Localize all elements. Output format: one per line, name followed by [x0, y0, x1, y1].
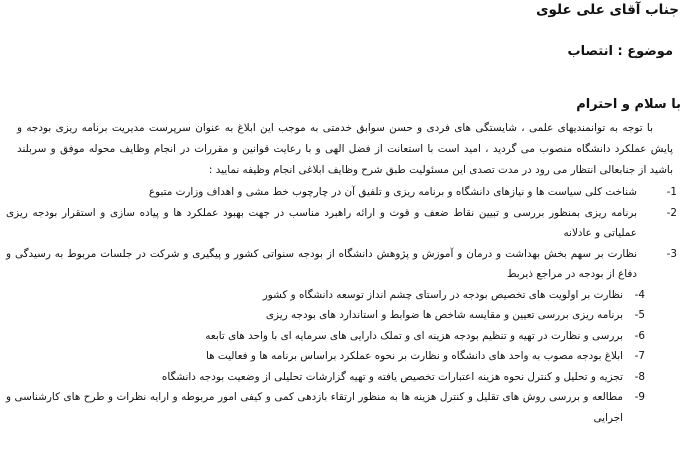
duty-text: ابلاغ بودجه مصوب به واحد های دانشگاه و نظارت بر نحوه عملکرد براساس برنامه ها و فعالیت ها [205, 350, 623, 362]
duty-number: -3 [666, 247, 677, 260]
duty-text: نظارت بر اولویت های تخصیص بودجه در راستای چشم انداز توسعه دانشگاه و کشور [262, 288, 623, 301]
duty-text: مطالعه و بررسی روش های تقلیل و کنترل هزینه ها به منظور ارتقاء بازدهی کمی و کیفی امور مربوطه و ارایه نظرات و طرح های کارشناسی و اجرایی [6, 391, 623, 424]
duty-text: تجزیه و تحلیل و کنترل نحوه هزینه اعتبارات تخصیص یافته و تهیه گزارشات تحلیلی از وضعیت بودجه دانشگاه [161, 370, 623, 383]
duty-item [0, 387, 683, 428]
duty-text: نظارت بر سهم بخش بهداشت و درمان و آموزش و پژوهش دانشگاه از بودجه سنواتی کشور و پیگیری و شرکت در جلسات مربوط به رسیدگی و دفاع از بودجه در مراجع ذیربط [6, 247, 637, 280]
recipient-line: جناب آقای علی علوی [536, 2, 679, 18]
duty-item [0, 182, 683, 203]
intro-paragraph: با توجه به توانمندیهای علمی ، شایستگی های فردی و حسن سوابق خدمتی به موجب این ابلاغ به عنوان سرپرست مدیریت برنامه ریزی بودجه و پایش عملکرد دانشگاه منصوب می گردید ، امید است با استعانت از فضل الهی و با رعایت قوانین و مقررات در انجام وظایف محوله موفق و سربلند باشید از جنابعالی انتظار می رود در مدت تصدی این مسئولیت طبق شرح وظایف ابلاغی انجام وظیفه نمایید : [17, 122, 673, 176]
duty-item [0, 203, 683, 244]
duty-item [0, 305, 683, 326]
duties-list [0, 182, 683, 428]
duty-number: -4 [634, 288, 645, 301]
duty-number: -9 [634, 391, 645, 403]
duty-item [0, 244, 683, 285]
duty-text: برنامه ریزی بمنظور بررسی و تبیین نقاط ضعف و قوت و ارائه راهبرد مناسب در جهت بهبود عملکرد ها و پیاده سازی و استقرار بودجه ریزی عملیاتی و عادلانه [6, 206, 637, 239]
subject-line: موضوع : انتصاب [567, 44, 673, 59]
duty-text: بررسی و نظارت در تهیه و تنظیم بودجه هزینه ای و تملک دارایی های سرمایه ای با واحد های تابعه [205, 329, 623, 342]
duty-number: -5 [634, 309, 645, 321]
duty-text: شناخت کلی سیاست ها و نیازهای دانشگاه و برنامه ریزی و تلفیق آن در چارچوب خط مشی و اهداف وزارت متبوع [148, 186, 637, 198]
duty-item [0, 346, 683, 367]
duty-number: -7 [634, 350, 645, 362]
duty-item [0, 285, 683, 306]
greeting-line: با سلام و احترام [576, 97, 681, 112]
duty-number: -8 [634, 370, 645, 383]
duty-number: -2 [666, 206, 677, 219]
duty-number: -1 [666, 186, 677, 198]
duty-item [0, 367, 683, 388]
duty-item [0, 326, 683, 347]
duty-number: -6 [634, 329, 645, 342]
duty-text: برنامه ریزی بررسی تعیین و مقایسه شاخص ها ضوابط و استاندارد های بودجه ریزی [265, 309, 623, 321]
